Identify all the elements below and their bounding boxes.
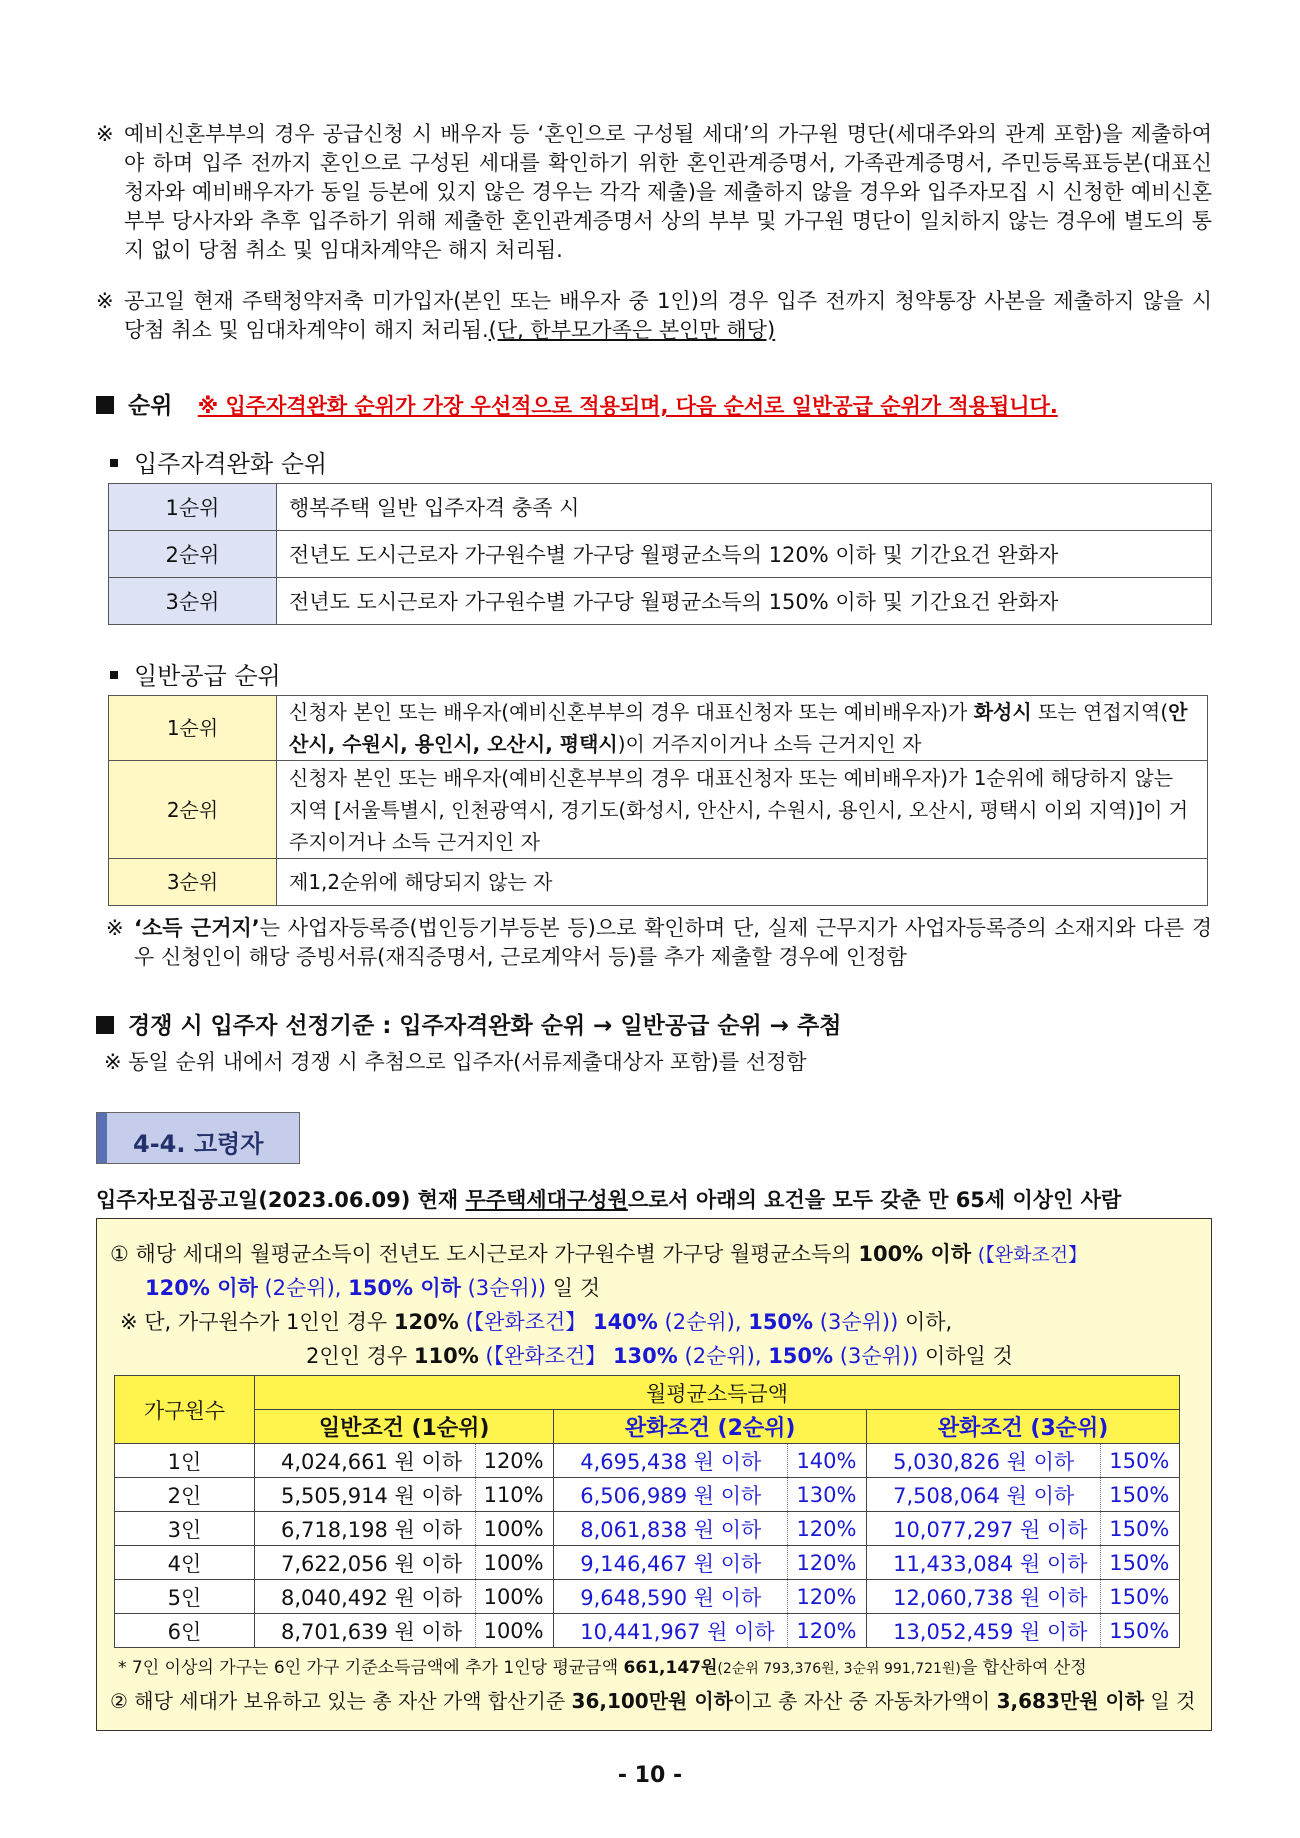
table-header-row [115,1376,1180,1410]
cond-blue-bold: 150% 이하 [348,1276,461,1300]
amount-cell: 5,030,826 원 이하 [867,1444,1101,1478]
rank-cell: 2순위 [109,761,277,859]
percent-cell: 120% [788,1614,867,1648]
note-income-basis [106,914,1212,972]
percent-cell: 120% [475,1444,554,1478]
desc-cell: 전년도 도시근로자 가구원수별 가구당 월평균소득의 120% 이하 및 기간요건 완화자 [277,531,1212,578]
condition-1-line-1 [110,1238,1087,1268]
relax-rank-title: 입주자격완화 순위 [134,450,328,478]
desc-bold: 화성시 [973,700,1032,724]
percent-cell: 100% [475,1614,554,1648]
cond-bold: 3,683만원 이하 [996,1689,1145,1713]
amount-cell: 6,506,989 원 이하 [554,1478,788,1512]
table-row [115,1512,1180,1546]
cond-text: ② 해당 세대가 보유하고 있는 총 자산 가액 합산기준 [110,1689,572,1713]
desc-bold: 안산시, 수원시, 용인시, 오산시, 평택시 [289,700,1188,756]
cond-text: ① 해당 세대의 월평균소득이 전년도 도시근로자 가구원수별 가구당 월평균소득의 [110,1242,859,1266]
cond-blue-bold: 130% [612,1344,678,1368]
small-square-bullet-icon [110,459,118,467]
intro-part: 입주자모집공고일(2023.06.09) 현재 [96,1188,466,1212]
header-monthly-income: 월평균소득금액 [255,1376,1180,1410]
percent-cell: 100% [475,1512,554,1546]
percent-cell: 150% [1101,1512,1180,1546]
desc-cell: 제1,2순위에 해당되지 않는 자 [277,859,1208,906]
desc-cell [277,696,1208,761]
intro-part: 으로서 아래의 요건을 모두 갖춘 만 65세 이상인 사람 [627,1188,1122,1212]
amount-cell: 10,441,967 원 이하 [554,1614,788,1648]
amount-cell: 4,695,438 원 이하 [554,1444,788,1478]
header-relax-3: 완화조건 (3순위) [867,1410,1180,1444]
percent-cell: 150% [1101,1444,1180,1478]
amount-cell: 6,718,198 원 이하 [255,1512,476,1546]
cond-blue: (【완화조건】 [977,1244,1088,1266]
general-rank-title: 일반공급 순위 [134,662,281,690]
cond-text: 이하일 것 [924,1344,1013,1368]
footnote-small: (2순위 793,376원, 3순위 991,721원) [717,1661,961,1677]
percent-cell: 120% [788,1512,867,1546]
square-bullet-icon [96,1016,114,1034]
percent-cell: 150% [1101,1546,1180,1580]
table-row [109,484,1212,531]
competition-heading [96,1007,842,1040]
cond-bold: 100% 이하 [858,1242,972,1266]
relax-rank-table [108,483,1212,625]
cond-blue: (【완화조건】 [478,1344,613,1368]
desc-cell: 신청자 본인 또는 배우자(예비신혼부부의 경우 대표신청자 또는 예비배우자)가 1순위에 해당하지 않는 지역 [서울특별시, 인천광역시, 경기도(화성시, 안산시, 수원시, 용인시, 오산시, 평택시 이외 지역)]이 거주지이거나 소득 근거지인 자 [277,761,1208,859]
table-header-row [115,1410,1180,1444]
table-row [109,578,1212,625]
desc-part: 또는 연접지역( [1031,700,1169,724]
percent-cell: 130% [788,1478,867,1512]
cond-blue: (【완화조건】 [458,1310,593,1334]
note-text-underlined: (단, 한부모가족은 본인만 해당) [488,318,776,342]
cond-blue: (2순위), [657,1310,749,1334]
table-row [115,1546,1180,1580]
table-row [109,859,1208,906]
rank-heading [96,387,1216,420]
percent-cell: 150% [1101,1478,1180,1512]
rank-title: 순위 [128,393,173,419]
size-cell: 2인 [115,1478,255,1512]
footnote-bold: 661,147원 [623,1658,718,1678]
cond-blue: (2순위), [677,1344,769,1368]
competition-title: 경쟁 시 입주자 선정기준 : 입주자격완화 순위 → 일반공급 순위 → 추첨 [128,1013,842,1039]
badge-accent-bar [97,1113,107,1163]
header-relax-2: 완화조건 (2순위) [554,1410,867,1444]
desc-cell: 전년도 도시근로자 가구원수별 가구당 월평균소득의 150% 이하 및 기간요건 완화자 [277,578,1212,625]
cond-bold: 120% [393,1310,459,1334]
note-text: 예비신혼부부의 경우 공급신청 시 배우자 등 ‘혼인으로 구성될 세대’의 가구원 명단(세대주와의 관계 포함)을 제출하여야 하며 입주 전까지 혼인으로 구성된 세대를 확인하기 위한 혼인관계증명서, 가족관계증명서, 주민등록표등본(대표신청자와 예비배우자가 동일 등본에 있지 않은 경우는 각각 제출)을 제출하지 않을 경우와 입주자모집 시 신청한 예비신혼부부 당사자와 추후 입주하기 위해 제출한 혼인관계증명서 상의 부부 및 가구원 명단이 일치하지 않는 경우에 별도의 통지 없이 당첨 취소 및 임대차계약은 해지 처리됨. [124,122,1212,262]
percent-cell: 100% [475,1580,554,1614]
note-mark: ※ [106,916,124,940]
cond-bold: 36,100만원 이하 [571,1689,733,1713]
general-rank-table [108,695,1208,906]
square-bullet-icon [96,396,114,414]
percent-cell: 100% [475,1546,554,1580]
amount-cell: 8,061,838 원 이하 [554,1512,788,1546]
header-household-size: 가구원수 [115,1376,255,1444]
note-text [134,914,1212,972]
header-general: 일반조건 (1순위) [255,1410,554,1444]
rank-notice: ※ 입주자격완화 순위가 가장 우선적으로 적용되며, 다음 순서로 일반공급 순위가 적용됩니다. [197,394,1058,418]
cond-text: 이하, [904,1310,953,1334]
general-rank-heading [110,656,281,691]
size-cell: 5인 [115,1580,255,1614]
amount-cell: 11,433,084 원 이하 [867,1546,1101,1580]
footnote-text: * 7인 이상의 가구는 6인 가구 기준소득금액에 추가 1인당 평균금액 [118,1658,624,1678]
amount-cell: 8,040,492 원 이하 [255,1580,476,1614]
cond-blue: (2순위), [257,1276,349,1300]
note-prospective-newlyweds [96,120,1212,265]
cond-blue-bold: 150% [768,1344,834,1368]
table-row [109,761,1208,859]
size-cell: 4인 [115,1546,255,1580]
amount-cell: 4,024,661 원 이하 [255,1444,476,1478]
percent-cell: 120% [788,1580,867,1614]
amount-cell: 8,701,639 원 이하 [255,1614,476,1648]
desc-part: )이 거주지이거나 소득 근거지인 자 [617,732,922,756]
condition-2 [110,1685,1195,1714]
note-rest: 는 사업자등록증(법인등기부등본 등)으로 확인하며 단, 실제 근무지가 사업자등록증의 소재지와 다른 경우 신청인이 해당 증빙서류(재직증명서, 근로계약서 등)를 추가 제출할 경우에 인정함 [134,916,1212,969]
note-savings-account [96,287,1212,345]
table-row [115,1478,1180,1512]
table-row [115,1614,1180,1648]
table-row [115,1580,1180,1614]
cond-blue: (3순위)) [813,1310,905,1334]
amount-cell: 7,622,056 원 이하 [255,1546,476,1580]
small-square-bullet-icon [110,671,118,679]
note-mark: ※ [96,122,114,146]
cond-text: 일 것 [546,1276,601,1300]
note-text [124,287,1212,345]
competition-note: ※ 동일 순위 내에서 경쟁 시 추첨으로 입주자(서류제출대상자 포함)를 선정함 [104,1050,807,1074]
percent-cell: 150% [1101,1614,1180,1648]
size-cell: 3인 [115,1512,255,1546]
cond-text: ※ 단, 가구원수가 1인인 경우 [120,1310,394,1334]
percent-cell: 120% [788,1546,867,1580]
income-threshold-table [114,1375,1180,1648]
rank-cell: 1순위 [109,696,277,761]
elderly-intro [96,1184,1121,1214]
percent-cell: 110% [475,1478,554,1512]
note-mark: ※ [96,289,114,313]
table-row [115,1444,1180,1478]
rank-cell: 1순위 [109,484,277,531]
cond-blue: (3순위)) [833,1344,925,1368]
table-footnote [118,1653,1087,1678]
note-bold: ‘소득 근거지’ [134,916,260,940]
percent-cell: 150% [1101,1580,1180,1614]
footnote-text: 을 합산하여 산정 [960,1658,1087,1678]
amount-cell: 7,508,064 원 이하 [867,1478,1101,1512]
amount-cell: 5,505,914 원 이하 [255,1478,476,1512]
rank-cell: 3순위 [109,859,277,906]
condition-1-line-2 [145,1272,600,1302]
percent-cell: 140% [788,1444,867,1478]
size-cell: 1인 [115,1444,255,1478]
desc-part: 신청자 본인 또는 배우자(예비신혼부부의 경우 대표신청자 또는 예비배우자)가 [289,700,974,724]
amount-cell: 9,146,467 원 이하 [554,1546,788,1580]
cond-text: 2인인 경우 [306,1344,414,1368]
desc-cell: 행복주택 일반 입주자격 충족 시 [277,484,1212,531]
condition-1-line-3 [120,1306,952,1336]
cond-blue: (3순위)) [460,1276,547,1300]
rank-cell: 2순위 [109,531,277,578]
page-number: - 10 - [617,1763,683,1788]
rank-cell: 3순위 [109,578,277,625]
amount-cell: 13,052,459 원 이하 [867,1614,1101,1648]
cond-blue-bold: 120% 이하 [145,1276,258,1300]
section-badge-label: 4-4. 고령자 [133,1130,264,1158]
cond-blue-bold: 140% [592,1310,658,1334]
table-row [109,531,1212,578]
amount-cell: 9,648,590 원 이하 [554,1580,788,1614]
cond-text: 이고 총 자산 중 자동차가액이 [732,1689,997,1713]
amount-cell: 10,077,297 원 이하 [867,1512,1101,1546]
condition-1-line-4 [306,1340,1013,1370]
cond-text: 일 것 [1144,1689,1196,1713]
amount-cell: 12,060,738 원 이하 [867,1580,1101,1614]
section-badge [96,1112,300,1164]
relax-rank-heading [110,444,327,479]
note-text-main: 공고일 현재 주택청약저축 미가입자(본인 또는 배우자 중 1인)의 경우 입주 전까지 청약통장 사본을 제출하지 않을 시 당첨 취소 및 임대차계약이 해지 처리됨. [124,289,1212,342]
table-row [109,696,1208,761]
cond-bold: 110% [413,1344,479,1368]
intro-underlined: 무주택세대구성원 [465,1188,628,1212]
cond-blue-bold: 150% [748,1310,814,1334]
size-cell: 6인 [115,1614,255,1648]
